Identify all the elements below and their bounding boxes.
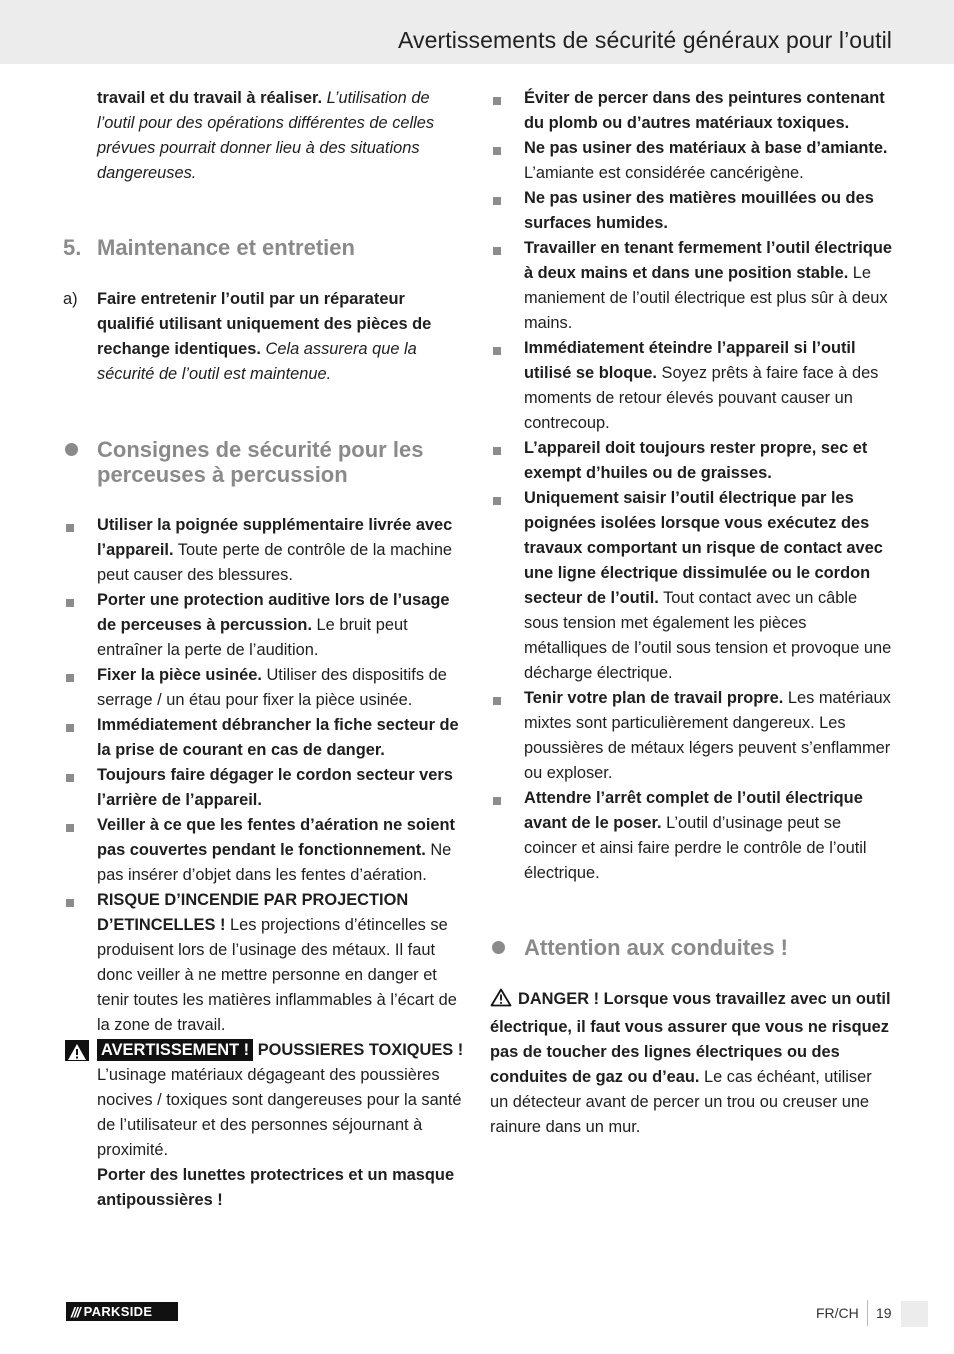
item-text: Le bruit peut entraîner la perte de l’audition. bbox=[97, 616, 408, 659]
item-text: Tout contact avec un câble sous tension met également les pièces métalliques de l’outil sous tension et provoque une décharge électrique. bbox=[524, 589, 892, 682]
square-bullet-icon bbox=[493, 447, 501, 455]
square-bullet-icon bbox=[66, 824, 74, 832]
danger-text: Le cas échéant, utiliser un détecteur avant de percer un trou ou creuser une rainure dans un mur. bbox=[490, 1068, 872, 1136]
item-bold: Tenir votre plan de travail propre. bbox=[524, 689, 784, 707]
item-bold: Toujours faire dégager le cordon secteur vers l’arrière de l’appareil. bbox=[97, 766, 453, 809]
list-item bbox=[63, 588, 465, 663]
square-bullet-icon bbox=[66, 524, 74, 532]
item-text: Ne pas insérer d’objet dans les fentes d’aération. bbox=[97, 841, 452, 884]
right-column bbox=[490, 86, 892, 1140]
right-bullet-list bbox=[490, 86, 892, 886]
item-text: L’outil d’usinage peut se coincer et ainsi faire perdre le contrôle de l’outil électrique. bbox=[524, 814, 867, 882]
warning-bold: POUSSIERES TOXIQUES ! bbox=[253, 1041, 464, 1059]
item-bold: Travailler en tenant fermement l’outil électrique à deux mains et dans une position stable. bbox=[524, 239, 892, 282]
list-item bbox=[490, 686, 892, 786]
list-item bbox=[63, 888, 465, 1038]
list-item bbox=[490, 236, 892, 336]
bullet-dot-icon bbox=[492, 941, 505, 954]
item-text: Soyez prêts à faire face à des moments de retour élevés pouvant causer un contrecoup. bbox=[524, 364, 879, 432]
maintenance-item-a bbox=[63, 287, 465, 387]
square-bullet-icon bbox=[493, 497, 501, 505]
item-bold: Porter une protection auditive lors de l’usage de perceuses à percussion. bbox=[97, 591, 450, 634]
item-bold: Ne pas usiner des matériaux à base d’amiante. bbox=[524, 139, 888, 157]
danger-paragraph bbox=[490, 987, 892, 1140]
item-text: Le maniement de l’outil électrique est plus sûr à deux mains. bbox=[524, 264, 888, 332]
percussion-bullet-list bbox=[63, 513, 465, 1038]
logo-text: PARKSIDE bbox=[83, 1304, 153, 1319]
warning-bold-instruction: Porter des lunettes protectrices et un masque antipoussières ! bbox=[97, 1166, 455, 1209]
warning-triangle-icon bbox=[65, 1040, 89, 1061]
item-bold: RISQUE D’INCENDIE PAR PROJECTION D’ETINCELLES ! bbox=[97, 891, 409, 934]
square-bullet-icon bbox=[493, 697, 501, 705]
section-title: Consignes de sécurité pour les perceuses à percussion bbox=[97, 437, 424, 487]
item-bold: Fixer la pièce usinée. bbox=[97, 666, 262, 684]
intro-italic: L’utilisation de l’outil pour des opérations différentes de celles prévues pourrait donner lieu à des situations dangereuses. bbox=[97, 89, 435, 182]
list-item bbox=[63, 513, 465, 588]
list-letter: a) bbox=[63, 290, 78, 308]
footer-divider bbox=[867, 1300, 868, 1326]
square-bullet-icon bbox=[66, 724, 74, 732]
square-bullet-icon bbox=[66, 674, 74, 682]
left-column bbox=[63, 86, 465, 1213]
section-heading-maintenance bbox=[63, 235, 465, 260]
list-item bbox=[490, 186, 892, 236]
square-bullet-icon bbox=[493, 347, 501, 355]
square-bullet-icon bbox=[493, 197, 501, 205]
item-bold: Attendre l’arrêt complet de l’outil électrique avant de le poser. bbox=[524, 789, 863, 832]
section-heading-percussion bbox=[63, 437, 465, 487]
square-bullet-icon bbox=[66, 774, 74, 782]
page-title: Avertissements de sécurité généraux pour l’outil bbox=[397, 27, 892, 53]
item-text: Utiliser des dispositifs de serrage / un étau pour fixer la pièce usinée. bbox=[97, 666, 447, 709]
intro-bold: travail et du travail à réaliser. bbox=[97, 89, 323, 107]
item-bold: Faire entretenir l’outil par un réparateur qualifié utilisant uniquement des pièces de rechange identiques. bbox=[97, 290, 432, 358]
page-number: 19 bbox=[876, 1305, 892, 1321]
logo-slashes: /// bbox=[71, 1303, 80, 1320]
list-item bbox=[63, 713, 465, 763]
list-item bbox=[63, 763, 465, 813]
square-bullet-icon bbox=[66, 899, 74, 907]
item-text: Les projections d’étincelles se produisent lors de l’usinage des métaux. Il faut donc veiller à ne mettre personne en danger et tenir toutes les matières inflammables à l’écart de la zone de travail. bbox=[97, 916, 457, 1034]
item-bold: Uniquement saisir l’outil électrique par les poignées isolées lorsque vous exécutez des travaux comportant un risque de contact avec une ligne électrique dissimulée ou le cordon secteur de l’outil. bbox=[524, 489, 883, 607]
section-title: Attention aux conduites ! bbox=[524, 935, 788, 960]
list-item bbox=[490, 86, 892, 136]
square-bullet-icon bbox=[493, 97, 501, 105]
warning-block bbox=[63, 1038, 465, 1213]
section-number: 5. bbox=[63, 235, 82, 260]
list-item bbox=[490, 786, 892, 886]
list-item bbox=[63, 663, 465, 713]
intro-paragraph bbox=[63, 86, 465, 186]
section-heading-conduites bbox=[490, 935, 892, 960]
item-bold: Éviter de percer dans des peintures contenant du plomb ou d’autres matériaux toxiques. bbox=[524, 89, 885, 132]
item-bold: Ne pas usiner des matières mouillées ou des surfaces humides. bbox=[524, 189, 874, 232]
item-italic: Cela assurera que la sécurité de l’outil est maintenue. bbox=[97, 340, 417, 383]
square-bullet-icon bbox=[493, 147, 501, 155]
list-item bbox=[490, 136, 892, 186]
list-item bbox=[63, 813, 465, 888]
item-bold: Veiller à ce que les fentes d’aération ne soient pas couvertes pendant le fonctionnement. bbox=[97, 816, 456, 859]
brand-logo bbox=[66, 1302, 178, 1321]
square-bullet-icon bbox=[493, 797, 501, 805]
list-item bbox=[490, 436, 892, 486]
square-bullet-icon bbox=[493, 247, 501, 255]
item-text: Les matériaux mixtes sont particulièrement dangereux. Les poussières de métaux légers peuvent s’enflammer ou exploser. bbox=[524, 689, 891, 782]
item-bold: Immédiatement éteindre l’appareil si l’outil utilisé se bloque. bbox=[524, 339, 856, 382]
bullet-dot-icon bbox=[65, 443, 78, 456]
list-item bbox=[490, 486, 892, 686]
item-bold: L’appareil doit toujours rester propre, sec et exempt d’huiles ou de graisses. bbox=[524, 439, 868, 482]
item-text: Toute perte de contrôle de la machine peut causer des blessures. bbox=[97, 541, 453, 584]
item-bold: Immédiatement débrancher la fiche secteur de la prise de courant en cas de danger. bbox=[97, 716, 459, 759]
square-bullet-icon bbox=[66, 599, 74, 607]
warning-text: L’usinage matériaux dégageant des poussières nocives / toxiques sont dangereuses pour la santé de l’utilisateur et des personnes séjournant à proximité. bbox=[97, 1066, 462, 1159]
item-text: L’amiante est considérée cancérigène. bbox=[524, 164, 804, 182]
section-title: Maintenance et entretien bbox=[97, 235, 355, 260]
list-item bbox=[490, 336, 892, 436]
footer-tab-box bbox=[901, 1301, 928, 1327]
warning-badge: AVERTISSEMENT ! bbox=[97, 1039, 253, 1061]
item-bold: Utiliser la poignée supplémentaire livrée avec l’appareil. bbox=[97, 516, 453, 559]
warning-triangle-icon bbox=[490, 988, 512, 1015]
danger-bold: DANGER ! Lorsque vous travaillez avec un outil électrique, il faut vous assurer que vous ne risquez pas de toucher des lignes électriques ou des conduites de gaz ou d’eau. bbox=[490, 990, 891, 1086]
language-code: FR/CH bbox=[816, 1305, 859, 1321]
